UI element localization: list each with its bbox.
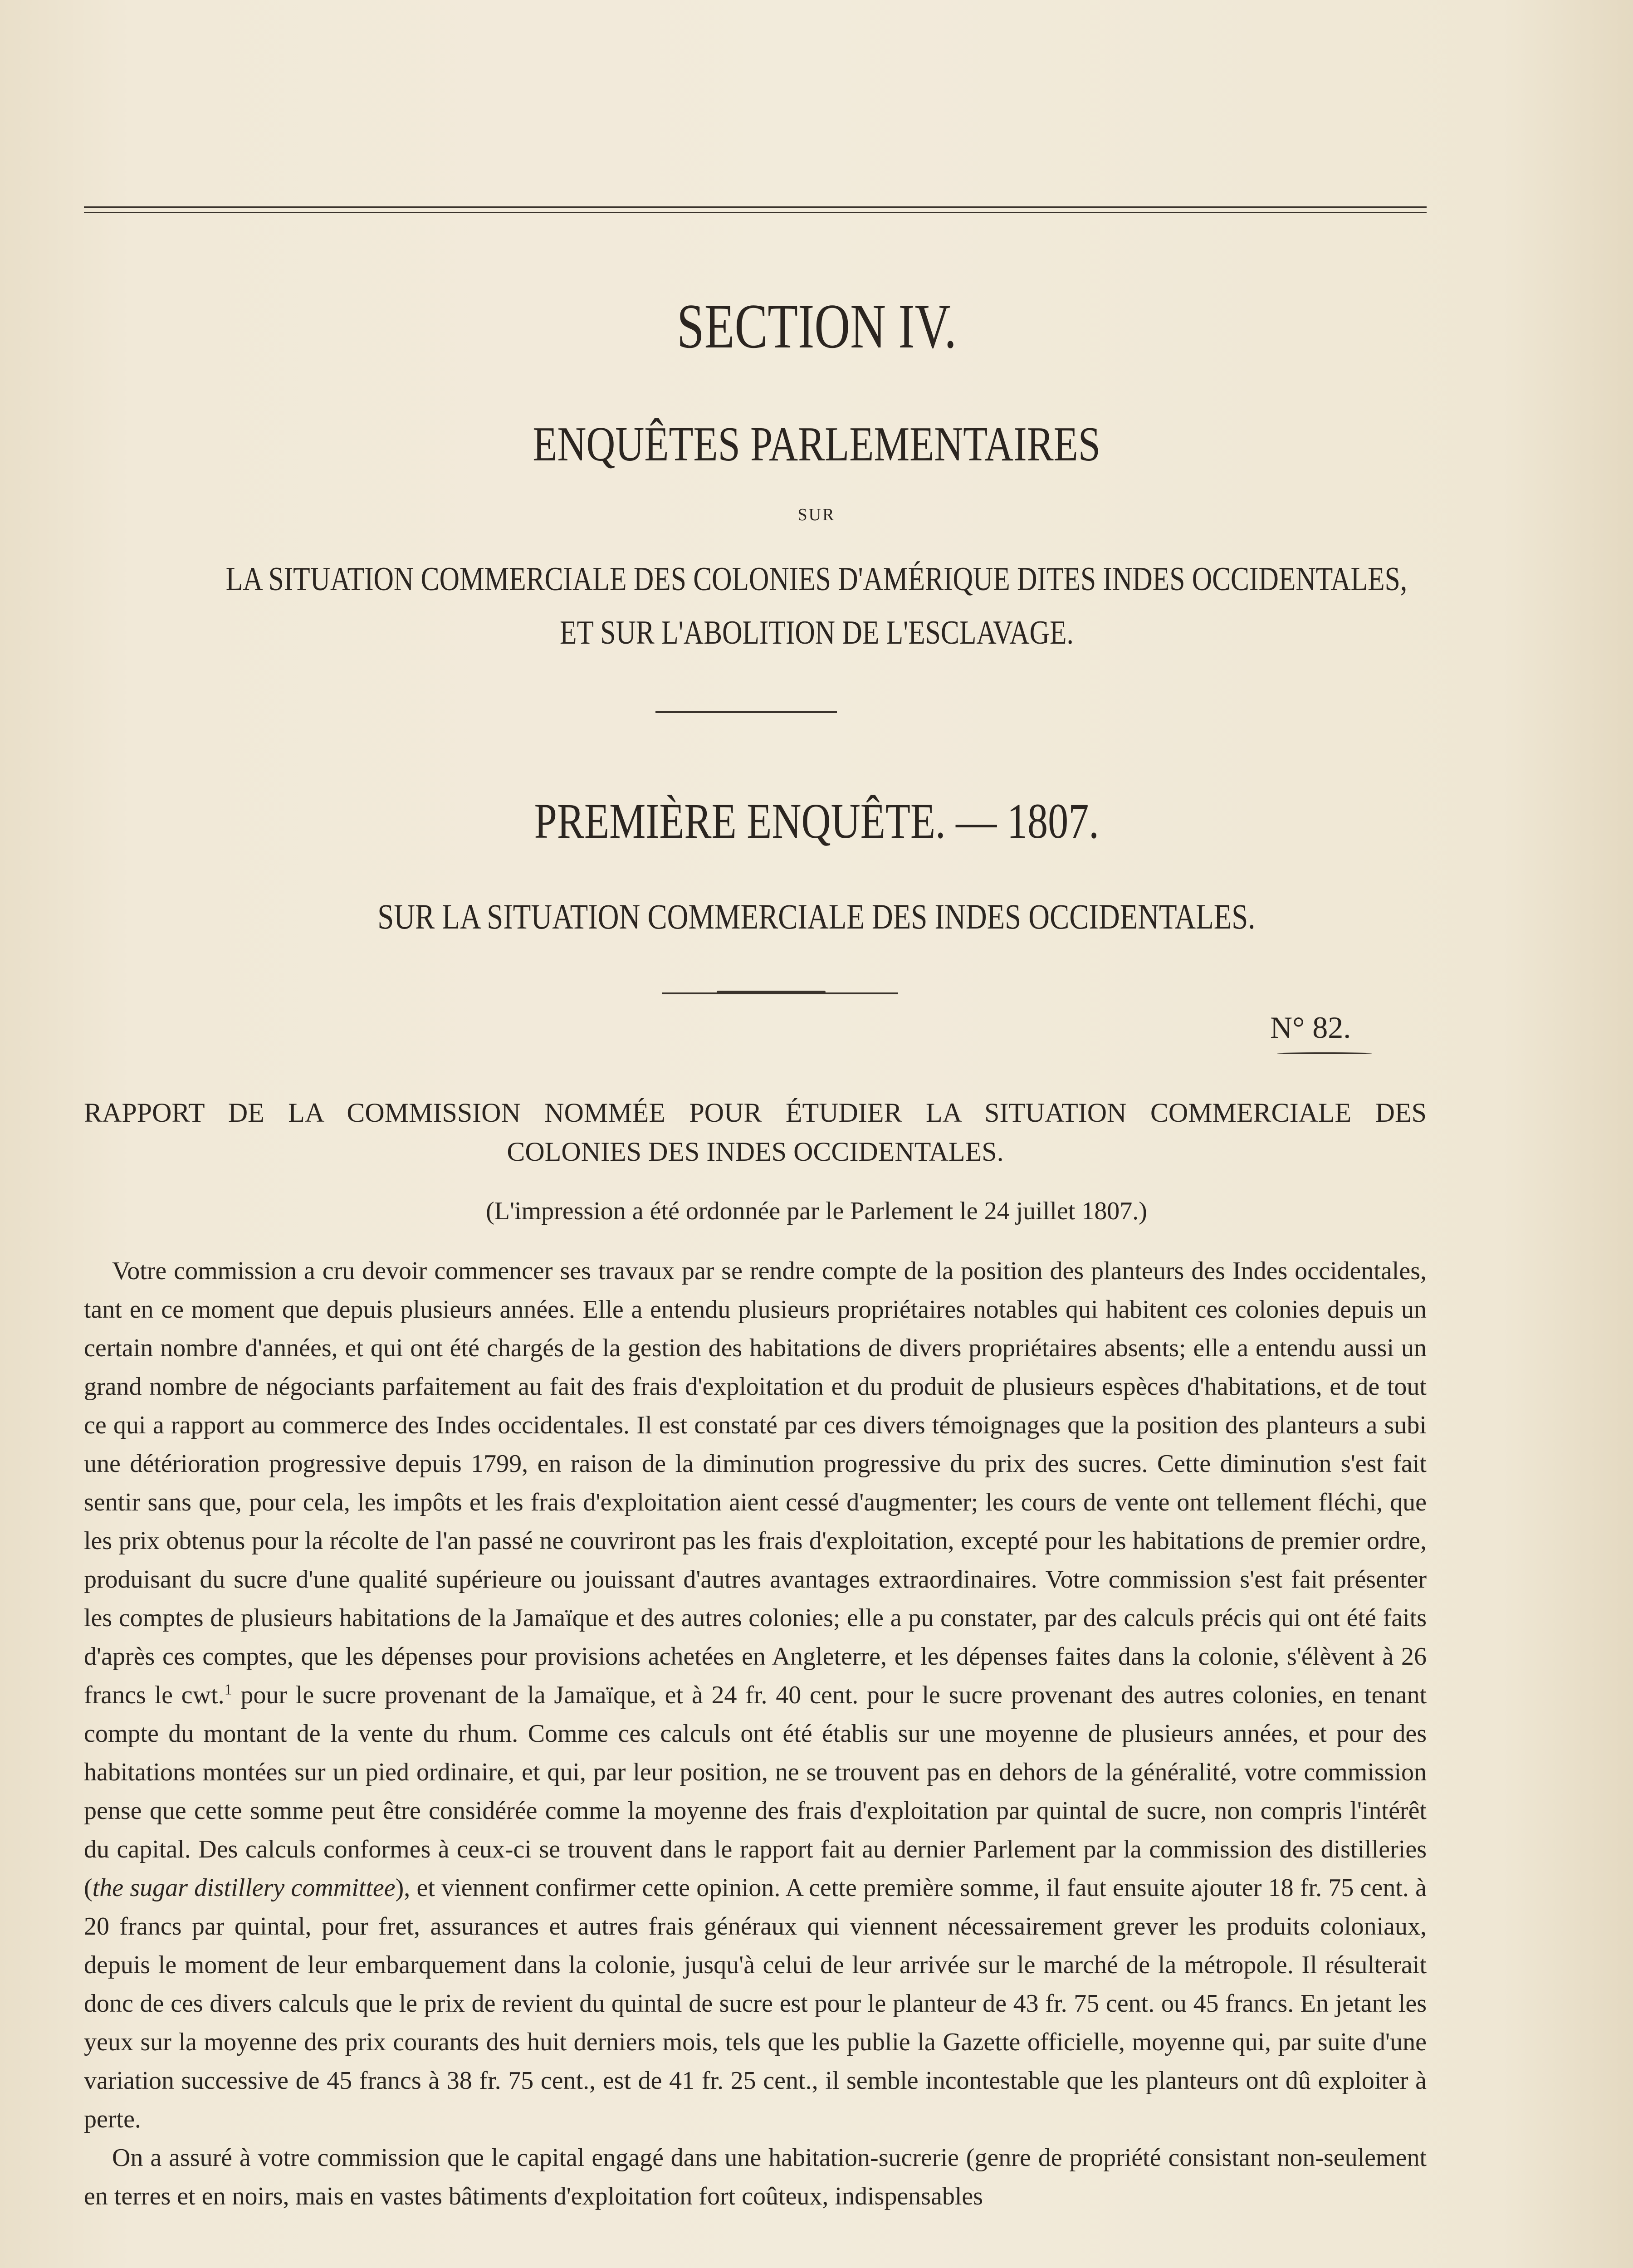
paragraph-1 xyxy=(84,1252,1427,2139)
document-number-underline xyxy=(1277,1052,1372,1054)
paragraph-2-text: On a assuré à votre commission que le capital engagé dans une habitation-sucrerie (genre de propriété consistant non-seulement en terres et en noirs, mais en vastes bâtiments d'exploitation fort coûteux, indispensables xyxy=(84,2144,1427,2210)
impression-note: (L'impression a été ordonnée par le Parlement le 24 juillet 1807.) xyxy=(486,1197,1147,1225)
sur-label: SUR xyxy=(797,505,836,524)
report-title-line-1: RAPPORT DE LA COMMISSION NOMMÉE POUR ÉTUDIER LA SITUATION COMMERCIALE DES xyxy=(84,1098,1427,1128)
enquete-title-text: PREMIÈRE ENQUÊTE. — 1807. xyxy=(534,793,1099,849)
separator-rule xyxy=(655,711,837,713)
ornamental-rule xyxy=(662,992,898,994)
subtitle-line-1 xyxy=(0,559,1633,600)
report-title-line-2: COLONIES DES INDES OCCIDENTALES. xyxy=(507,1137,1004,1167)
section-title xyxy=(0,290,1633,363)
paragraph-1-end: ), et viennent confirmer cette opinion. A cette première somme, il faut ensuite ajouter 18 fr. 75 cent. à 20 francs par quintal, pour fret, assurances et autres frais généraux qui viennent nécessairement grever les produits coloniaux, depuis le moment de leur embarquement dans la colonie, jusqu'à celui de leur arrivée sur le marché de la métropole. Il résulterait donc de ces divers calculs que le prix de revient du quintal de sucre est pour le planteur de 43 fr. 75 cent. ou 45 francs. En jetant les yeux sur la moyenne des prix courants des huit derniers mois, tels que les publie la Gazette officielle, moyenne qui, par suite d'une variation successive de 45 francs à 38 fr. 75 cent., est de 41 fr. 25 cent., il semble incontestable que les planteurs ont dû exploiter à perte. xyxy=(84,1874,1427,2133)
subtitle-line-2-text: ET SUR L'ABOLITION DE L'ESCLAVAGE. xyxy=(559,614,1074,651)
document-number: N° 82. xyxy=(1270,1010,1351,1045)
top-double-rule xyxy=(84,206,1427,213)
subtitle-line-1-text: LA SITUATION COMMERCIALE DES COLONIES D'AMÉRIQUE DITES INDES OCCIDENTALES, xyxy=(225,561,1408,598)
report-title xyxy=(84,1093,1427,1171)
distillery-committee-italic: the sugar distillery committee xyxy=(92,1874,396,1902)
paragraph-2 xyxy=(84,2139,1427,2216)
enquete-title xyxy=(0,792,1633,850)
enquete-subtitle xyxy=(0,896,1633,938)
section-title-text: SECTION IV. xyxy=(676,291,957,362)
body-text xyxy=(84,1252,1427,2216)
paragraph-1-continuation: pour le sucre provenant de la Jamaïque, et à 24 fr. 40 cent. pour le sucre provenant des autres colonies, en tenant compte du montant de la vente du rhum. Comme ces calculs ont été établis sur une moyenne de plusieurs années, et pour des habitations montées sur un pied ordinaire, et qui, par leur position, ne se trouvent pas en dehors de la généralité, votre commission pense que cette somme peut être considérée comme la moyenne des frais d'exploitation par quintal de sucre, non compris l'intérêt du capital. Des calculs conformes à ceux-ci se trouvent dans le rapport fait au dernier Parlement par la commission des distilleries ( xyxy=(84,1681,1427,1902)
paragraph-1-text: Votre commission a cru devoir commencer ses travaux par se rendre compte de la position des planteurs des Indes occidentales, tant en ce moment que depuis plusieurs années. Elle a entendu plusieurs propriétaires notables qui habitent ces colonies depuis un certain nombre d'années, et qui ont été chargés de la gestion des habitations de divers propriétaires absents; elle a entendu aussi un grand nombre de négociants parfaitement au fait des frais d'exploitation et du produit de plusieurs espèces d'habitations, et de tout ce qui a rapport au commerce des Indes occidentales. Il est constaté par ces divers témoignages que la position des planteurs a subi une détérioration progressive depuis 1799, en raison de la diminution progressive du prix des sucres. Cette diminution s'est fait sentir sans que, pour cela, les impôts et les frais d'exploitation aient cessé d'augmenter; les cours de vente ont tellement fléchi, que les prix obtenus pour la récolte de l'an passé ne couvriront pas les frais d'exploitation, excepté pour les habitations de premier ordre, produisant du sucre d'une qualité supérieure ou jouissant d'autres avantages extraordinaires. Votre commission s'est fait présenter les comptes de plusieurs habitations de la Jamaïque et des autres colonies; elle a pu constater, par des calculs précis qui ont été faits d'après ces comptes, que les dépenses pour provisions achetées en Angleterre, et les dépenses faites dans la colonie, s'élèvent à 26 francs le cwt. xyxy=(84,1257,1427,1709)
enquetes-title-text: ENQUÊTES PARLEMENTAIRES xyxy=(533,417,1100,471)
enquetes-title xyxy=(0,415,1633,474)
subtitle-line-2 xyxy=(0,612,1633,653)
footnote-reference: 1 xyxy=(224,1681,232,1698)
enquete-subtitle-text: SUR LA SITUATION COMMERCIALE DES INDES OCCIDENTALES. xyxy=(377,897,1256,936)
